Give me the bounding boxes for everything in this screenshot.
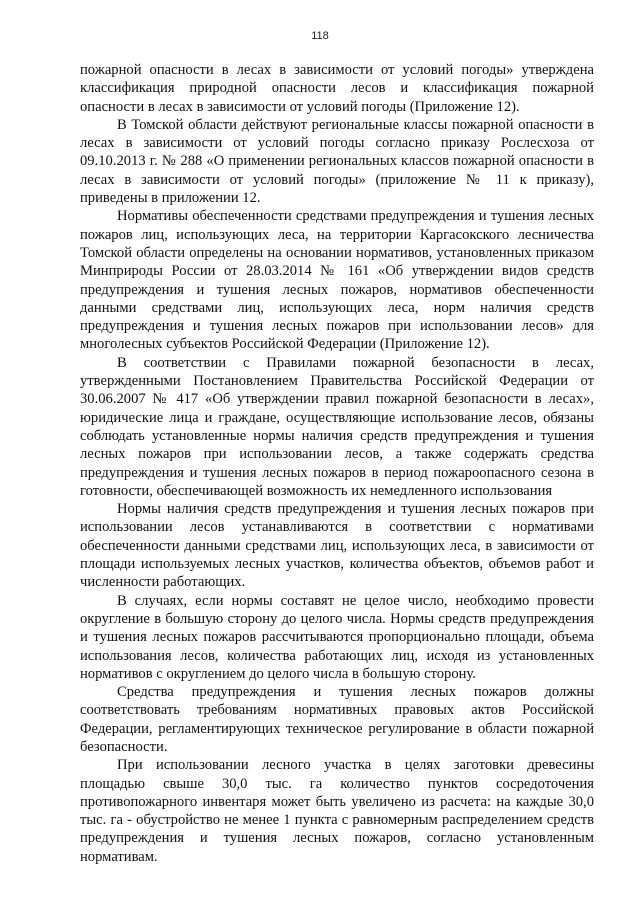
paragraph-fire-rules: В соответствии с Правилами пожарной безопасности в лесах, утвержденными Постановлением Правительства Российской Федерации от 30.06.2007 № 417 «Об утверждении правил пожарной безопасности в лесах», юридические лица и граждане, осуществляющие использование лесов, обязаны соблюдать установленные нормы наличия средств предупреждения и тушения лесных пожаров при использовании лесов, а также содержать средства предупреждения и тушения лесных пожаров в период пожароопасного сезона в готовности, обеспечивающей возможность их немедленного использования <box>80 354 594 499</box>
paragraph-rounding: В случаях, если нормы составят не целое число, необходимо провести округление в большую сторону до целого числа. Нормы средств предупреждения и тушения лесных пожаров рассчитываются пропорционально площади, объема использования лесов, количества работающих лиц, исходя из установленных нормативов с округлением до целого числа в большую сторону. <box>80 592 594 682</box>
paragraph-continuation: пожарной опасности в лесах в зависимости от условий погоды» утверждена классификация природной опасности лесов и классификация пожарной опасности в лесах в зависимости от условий погоды (Приложение 12). <box>80 62 594 115</box>
document-body <box>80 61 594 866</box>
paragraph-regional-classes: В Томской области действуют региональные классы пожарной опасности в лесах в зависимости от условий погоды согласно приказу Рослесхоза от 09.10.2013 г. № 288 «О применении региональных классов пожарной опасности в лесах в зависимости от условий погоды» (приложение № 11 к приказу), приведены в приложении 12. <box>80 116 594 207</box>
page-number: 118 <box>311 30 329 42</box>
paragraph-norms-provision: Нормативы обеспеченности средствами предупреждения и тушения лесных пожаров лиц, использующих леса, на территории Каргасокского лесничества Томской области определены на основании нормативов, установленных приказом Минприроды России от 28.03.2014 № 161 «Об утверждении видов средств предупреждения и тушения лесных пожаров, нормативов обеспеченности данными средствами лиц, использующих леса, норм наличия средств предупреждения и тушения лесных пожаров при использовании лесов» для многолесных субъектов Российской Федерации (Приложение 12). <box>80 208 594 353</box>
paragraph-timber-harvesting: При использовании лесного участка в целях заготовки древесины площадью свыше 30,0 тыс. га количество пунктов сосредоточения противопожарного инвентаря может быть увеличено из расчета: на каждые 30,0 тыс. га - обустройство не менее 1 пункта с равномерным распределением средств предупреждения и тушения лесных пожаров, согласно установленным нормативам. <box>80 757 594 865</box>
paragraph-requirements: Средства предупреждения и тушения лесных пожаров должны соответствовать требованиям нормативных правовых актов Российской Федерации, регламентирующих техническое регулирование в области пожарной безопасности. <box>80 684 594 755</box>
paragraph-norms-availability: Нормы наличия средств предупреждения и тушения лесных пожаров при использовании лесов устанавливаются в соответствии с нормативами обеспеченности данными средствами лиц, использующих леса, в зависимости от площади используемых лесных участков, количества объектов, объемов работ и численности работающих. <box>80 501 594 591</box>
